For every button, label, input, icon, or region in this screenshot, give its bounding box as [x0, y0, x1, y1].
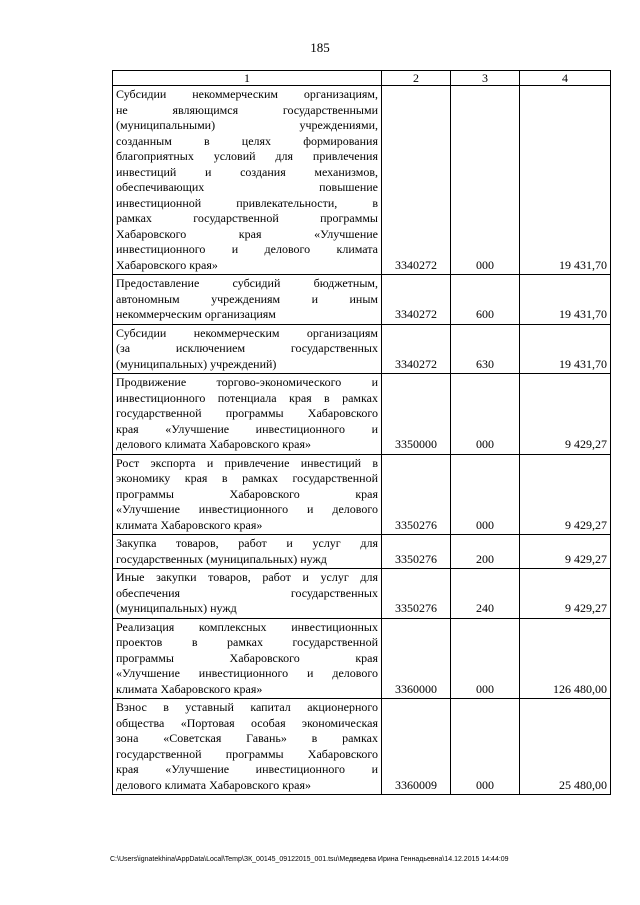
row-amount: 9 429,27 [520, 454, 611, 535]
row-description [113, 535, 382, 569]
row-amount: 9 429,27 [520, 535, 611, 569]
description-line: климата Хабаровского края» [116, 681, 263, 696]
table-row [113, 374, 611, 455]
row-amount: 19 431,70 [520, 324, 611, 374]
row-amount: 25 480,00 [520, 699, 611, 795]
description-line: программы Хабаровского края [116, 650, 378, 665]
description-line: Субсидии некоммерческим организациям, [116, 87, 378, 101]
description-line: (муниципальных) учреждений) [116, 356, 277, 371]
row-description [113, 454, 382, 535]
row-expense-type: 000 [451, 618, 520, 699]
row-code: 3360000 [382, 618, 451, 699]
row-amount: 9 429,27 [520, 374, 611, 455]
row-description [113, 324, 382, 374]
description-line: государственной программы Хабаровского [116, 406, 378, 420]
table-row [113, 86, 611, 275]
row-description [113, 275, 382, 325]
row-expense-type: 240 [451, 569, 520, 619]
row-expense-type: 000 [451, 454, 520, 535]
row-expense-type: 600 [451, 275, 520, 325]
row-description [113, 699, 382, 795]
description-line: обеспечивающих повышение [116, 180, 378, 194]
description-line: рамках государственной программы [116, 211, 378, 225]
row-amount: 9 429,27 [520, 569, 611, 619]
header-cell-amount: 4 [520, 71, 611, 86]
description-line: зона «Советская Гавань» в рамках [116, 731, 378, 745]
row-expense-type: 000 [451, 86, 520, 275]
row-description [113, 86, 382, 275]
row-expense-type: 200 [451, 535, 520, 569]
row-description [113, 569, 382, 619]
row-code: 3350000 [382, 374, 451, 455]
row-code: 3340272 [382, 275, 451, 325]
header-cell-code: 2 [382, 71, 451, 86]
description-line: инвестиционной привлекательности, в [116, 195, 378, 210]
description-line: созданным в целях формирования [116, 133, 378, 148]
budget-table [112, 70, 611, 795]
description-line: климата Хабаровского края» [116, 517, 263, 532]
row-amount: 19 431,70 [520, 275, 611, 325]
row-amount: 19 431,70 [520, 86, 611, 275]
description-line: обеспечения государственных [116, 585, 378, 600]
description-line: Взнос в уставный капитал акционерного [116, 700, 378, 714]
description-line: благоприятных условий для привлечения [116, 149, 378, 163]
table-body [113, 86, 611, 795]
description-line: Реализация комплексных инвестиционных [116, 619, 378, 634]
description-line: государственных (муниципальных) нужд [116, 551, 327, 566]
header-cell-type: 3 [451, 71, 520, 86]
table-row [113, 275, 611, 325]
row-code: 3340272 [382, 86, 451, 275]
table-row [113, 699, 611, 795]
description-line: края «Улучшение инвестиционного и [116, 762, 378, 776]
table-row [113, 454, 611, 535]
row-code: 3350276 [382, 454, 451, 535]
description-line: делового климата Хабаровского края» [116, 777, 311, 792]
description-line: инвестиционного потенциала края в рамках [116, 390, 378, 405]
description-line: государственной программы Хабаровского [116, 746, 378, 761]
table-row [113, 324, 611, 374]
description-line: проектов в рамках государственной [116, 635, 378, 649]
description-line: автономным учреждениям и иным [116, 291, 378, 306]
description-line: делового климата Хабаровского края» [116, 437, 311, 451]
description-line: общества «Портовая особая экономическая [116, 715, 378, 730]
header-cell-description: 1 [113, 71, 382, 86]
description-line: экономику края в рамках государственной [116, 471, 378, 485]
row-amount: 126 480,00 [520, 618, 611, 699]
table-row [113, 569, 611, 619]
description-line: Иные закупки товаров, работ и услуг для [116, 570, 378, 584]
description-line: программы Хабаровского края [116, 486, 378, 501]
description-line: некоммерческим организациям [116, 307, 276, 321]
description-line: (муниципальных) нужд [116, 601, 237, 615]
description-line: инвестиционного и делового климата [116, 242, 378, 256]
file-path-footer: C:\Users\ignatekhina\AppData\Local\Temp\ЗК_00145_09122015_001.tsu\Медведева Ирина Геннадьевна\14.12.2015 14:44:09 [110, 856, 509, 863]
description-line: не являющимся государственными [116, 102, 378, 117]
description-line: «Улучшение инвестиционного и делового [116, 502, 378, 516]
row-expense-type: 000 [451, 699, 520, 795]
description-line: инвестиций и создания механизмов, [116, 164, 378, 179]
row-description [113, 618, 382, 699]
row-expense-type: 000 [451, 374, 520, 455]
row-expense-type: 630 [451, 324, 520, 374]
description-line: Рост экспорта и привлечение инвестиций в [116, 455, 378, 470]
page-number: 185 [310, 40, 330, 55]
description-line: Предоставление субсидий бюджетным, [116, 276, 378, 290]
description-line: края «Улучшение инвестиционного и [116, 421, 378, 436]
table-row [113, 535, 611, 569]
row-code: 3340272 [382, 324, 451, 374]
description-line: (муниципальными) учреждениями, [116, 118, 378, 132]
table-row [113, 618, 611, 699]
description-line: Субсидии некоммерческим организациям [116, 325, 378, 340]
description-line: (за исключением государственных [116, 341, 378, 355]
row-code: 3350276 [382, 569, 451, 619]
description-line: Закупка товаров, работ и услуг для [116, 536, 378, 550]
description-line: «Улучшение инвестиционного и делового [116, 666, 378, 680]
description-line: Продвижение торгово-экономического и [116, 375, 378, 389]
row-code: 3360009 [382, 699, 451, 795]
description-line: Хабаровского края «Улучшение [116, 226, 378, 241]
description-line: Хабаровского края» [116, 257, 218, 272]
row-description [113, 374, 382, 455]
header-row [113, 71, 611, 86]
row-code: 3350276 [382, 535, 451, 569]
